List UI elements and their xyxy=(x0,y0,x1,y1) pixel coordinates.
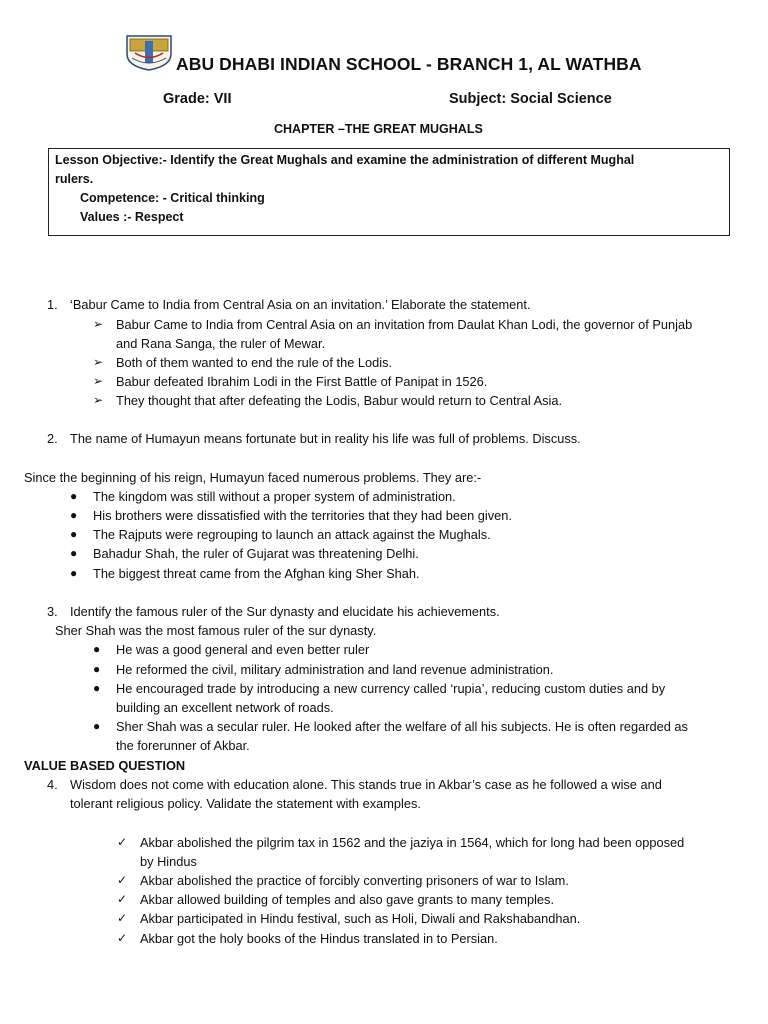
q2-answer-4: Bahadur Shah, the ruler of Gujarat was threatening Delhi. xyxy=(93,546,419,561)
competence-line: Competence: - Critical thinking xyxy=(80,191,265,205)
checkmark-bullet-icon: ✓ xyxy=(117,835,128,849)
checkmark-bullet-icon: ✓ xyxy=(117,892,128,906)
dot-bullet-icon: ● xyxy=(70,566,78,580)
dot-bullet-icon: ● xyxy=(70,489,78,503)
dot-bullet-icon: ● xyxy=(93,719,101,733)
q4-answer-1: Akbar abolished the pilgrim tax in 1562 and the jaziya in 1564, which for long had been opposed xyxy=(140,835,685,850)
q2-question: The name of Humayun means fortunate but in reality his life was full of problems. Discuss. xyxy=(70,431,581,446)
q1-answer-1: Babur Came to India from Central Asia on an invitation from Daulat Khan Lodi, the governor of Punjab xyxy=(116,317,693,332)
q2-answer-1: The kingdom was still without a proper system of administration. xyxy=(93,489,456,504)
lesson-objective-line2: rulers. xyxy=(55,172,94,186)
q3-answer-3-cont: building an excellent network of roads. xyxy=(116,700,334,715)
grade-label: Grade: VII xyxy=(163,91,232,107)
q2-answer-3: The Rajputs were regrouping to launch an attack against the Mughals. xyxy=(93,527,491,542)
dot-bullet-icon: ● xyxy=(93,662,101,676)
q4-question-line1: Wisdom does not come with education alone. This stands true in Akbar’s case as he followed a wise and xyxy=(70,777,662,792)
q1-answer-1-cont: and Rana Sanga, the ruler of Mewar. xyxy=(116,336,326,351)
q2-answer-5: The biggest threat came from the Afghan king Sher Shah. xyxy=(93,566,420,581)
q3-answer-4: Sher Shah was a secular ruler. He looked after the welfare of all his subjects. He is often regarded as xyxy=(116,719,688,734)
q4-number: 4. xyxy=(47,777,58,792)
q3-answer-1: He was a good general and even better ruler xyxy=(116,642,370,657)
q4-question-line2: tolerant religious policy. Validate the statement with examples. xyxy=(70,796,421,811)
arrow-bullet-icon: ➢ xyxy=(93,317,104,331)
q3-intro: Sher Shah was the most famous ruler of the sur dynasty. xyxy=(55,623,377,638)
values-line: Values :- Respect xyxy=(80,210,184,224)
q3-answer-2: He reformed the civil, military administration and land revenue administration. xyxy=(116,662,554,677)
q3-number: 3. xyxy=(47,604,58,619)
checkmark-bullet-icon: ✓ xyxy=(117,911,128,925)
q4-answer-1-cont: by Hindus xyxy=(140,854,197,869)
q1-answer-4: They thought that after defeating the Lodis, Babur would return to Central Asia. xyxy=(116,393,563,408)
arrow-bullet-icon: ➢ xyxy=(93,374,104,388)
subject-label: Subject: Social Science xyxy=(449,91,612,107)
dot-bullet-icon: ● xyxy=(70,508,78,522)
q1-question: ‘Babur Came to India from Central Asia on an invitation.’ Elaborate the statement. xyxy=(70,297,531,312)
checkmark-bullet-icon: ✓ xyxy=(117,931,128,945)
q4-answer-5: Akbar got the holy books of the Hindus translated in to Persian. xyxy=(140,931,498,946)
q2-answer-2: His brothers were dissatisfied with the territories that they had been given. xyxy=(93,508,512,523)
dot-bullet-icon: ● xyxy=(70,546,78,560)
checkmark-bullet-icon: ✓ xyxy=(117,873,128,887)
q3-answer-4-cont: the forerunner of Akbar. xyxy=(116,738,250,753)
dot-bullet-icon: ● xyxy=(70,527,78,541)
dot-bullet-icon: ● xyxy=(93,642,101,656)
q1-number: 1. xyxy=(47,297,58,312)
value-based-heading: VALUE BASED QUESTION xyxy=(24,758,186,773)
arrow-bullet-icon: ➢ xyxy=(93,355,104,369)
q4-answer-3: Akbar allowed building of temples and also gave grants to many temples. xyxy=(140,892,554,907)
school-logo-icon xyxy=(124,32,174,72)
q1-answer-2: Both of them wanted to end the rule of the Lodis. xyxy=(116,355,393,370)
q2-number: 2. xyxy=(47,431,58,446)
q3-answer-3: He encouraged trade by introducing a new currency called ‘rupia’, reducing custom duties and by xyxy=(116,681,666,696)
arrow-bullet-icon: ➢ xyxy=(93,393,104,407)
chapter-title: CHAPTER –THE GREAT MUGHALS xyxy=(274,122,483,136)
school-name: ABU DHABI INDIAN SCHOOL - BRANCH 1, AL WATHBA xyxy=(176,54,642,74)
q3-question: Identify the famous ruler of the Sur dynasty and elucidate his achievements. xyxy=(70,604,500,619)
lesson-objective-line1: Lesson Objective:- Identify the Great Mughals and examine the administration of different Mughal xyxy=(55,153,635,167)
q1-answer-3: Babur defeated Ibrahim Lodi in the First Battle of Panipat in 1526. xyxy=(116,374,488,389)
q4-answer-2: Akbar abolished the practice of forcibly converting prisoners of war to Islam. xyxy=(140,873,569,888)
q4-answer-4: Akbar participated in Hindu festival, such as Holi, Diwali and Rakshabandhan. xyxy=(140,911,581,926)
lesson-objective-box xyxy=(48,148,730,236)
dot-bullet-icon: ● xyxy=(93,681,101,695)
q2-intro: Since the beginning of his reign, Humayun faced numerous problems. They are:- xyxy=(24,470,482,485)
